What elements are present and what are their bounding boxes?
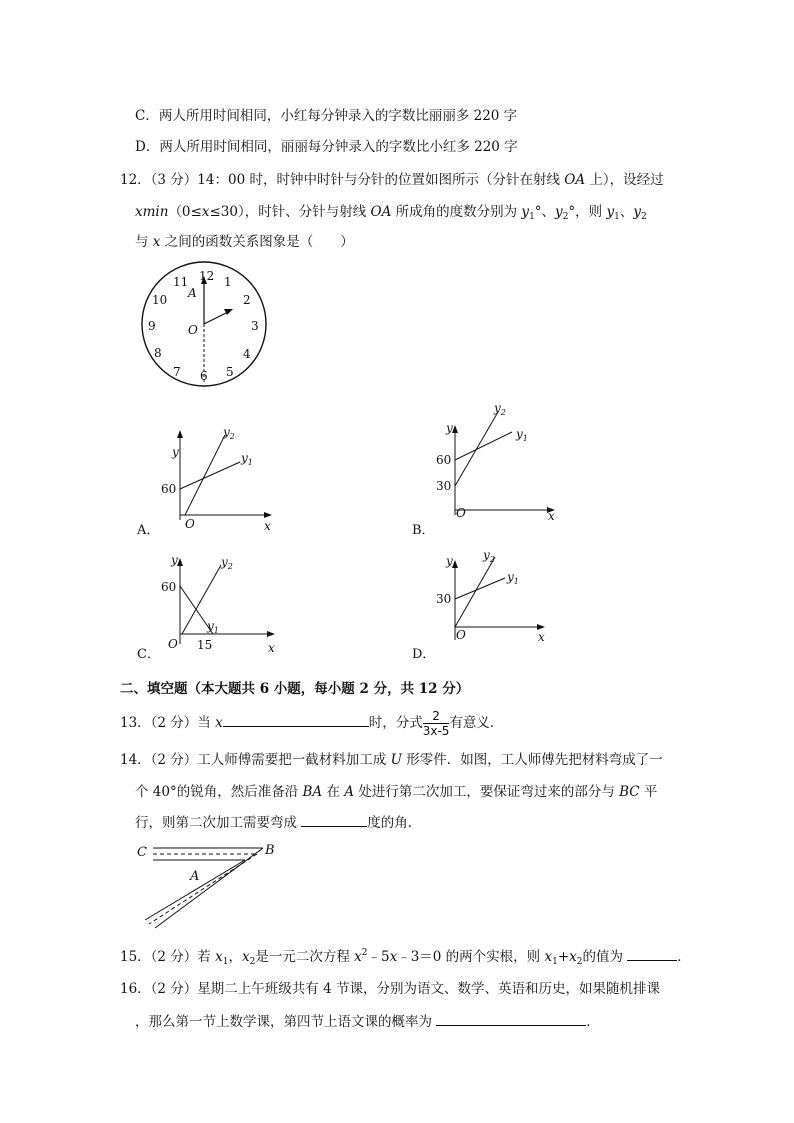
option-a-label: A． bbox=[137, 523, 160, 538]
clock-figure bbox=[140, 262, 270, 387]
q12-stem-line3: 与 x 之间的函数关系图象是（ ） bbox=[135, 234, 354, 250]
graph-d-x-label: x bbox=[538, 630, 545, 644]
option-d-label: D． bbox=[412, 647, 436, 662]
graph-option-a bbox=[155, 420, 285, 535]
graph-c-y2-label: $y_2$ bbox=[221, 555, 233, 571]
clock-num-1: 1 bbox=[224, 275, 232, 289]
graph-a-origin: O bbox=[185, 517, 195, 531]
clock-num-11: 11 bbox=[173, 275, 189, 289]
graph-a-x-label: x bbox=[264, 519, 271, 533]
q14-stem-line2: 个 40°的锐角，然后准备沿 BA 在 A 处进行第二次加工，要保证弯过来的部分与 BC 平 bbox=[135, 784, 658, 800]
q13-stem: 13．（2 分）当 x 时，分式 $\frac{2}{3x-5}$ 有意义． bbox=[120, 709, 504, 738]
graph-b-tick-60: 60 bbox=[436, 453, 452, 467]
q14-stem-line1: 14．（2 分）工人师傅需要把一截材料加工成 U 形零件．如图，工人师傅先把材料弯成了一 bbox=[120, 752, 663, 768]
clock-num-9: 9 bbox=[148, 319, 156, 333]
graph-c-tick-15: 15 bbox=[197, 638, 213, 652]
graph-d-y-label: y bbox=[446, 554, 453, 568]
option-c-label: C． bbox=[137, 647, 160, 662]
graph-option-d bbox=[430, 545, 560, 645]
clock-label-a: A bbox=[188, 286, 197, 300]
clock-num-10: 10 bbox=[152, 293, 168, 307]
graph-c-tick-60: 60 bbox=[161, 580, 177, 594]
q15-answer-blank[interactable] bbox=[627, 946, 677, 961]
graph-b-origin: O bbox=[456, 506, 466, 520]
graph-option-b bbox=[430, 400, 570, 525]
option-b-label: B． bbox=[412, 523, 435, 538]
clock-num-6: 6 bbox=[200, 369, 208, 383]
q15-stem: 15．（2 分）若 $x_1$，$x_2$是一元二次方程 $x^2﹣5x﹣3=0$ 的两个实根，则 $x_1+x_2$的值为 ． bbox=[120, 948, 691, 967]
graph-c-origin: O bbox=[168, 637, 178, 651]
bent-material-figure bbox=[135, 840, 285, 935]
graph-b-y1-label: $y_1$ bbox=[516, 427, 528, 443]
graph-option-c bbox=[155, 548, 285, 656]
q16-stem-line2: ，那么第一节上数学课，第四节上语文课的概率为 ． bbox=[135, 1010, 600, 1030]
graph-c-y1-label: $y_1$ bbox=[207, 619, 219, 635]
fig-label-c: C bbox=[137, 845, 147, 860]
clock-num-12: 12 bbox=[199, 269, 215, 283]
q16-answer-blank[interactable] bbox=[436, 1011, 586, 1026]
graph-b-x-label: x bbox=[548, 509, 555, 523]
clock-num-5: 5 bbox=[226, 365, 234, 379]
graph-d-tick-30: 30 bbox=[436, 592, 452, 606]
q13-answer-blank[interactable] bbox=[223, 712, 369, 727]
graph-d-origin: O bbox=[456, 628, 466, 642]
clock-num-3: 3 bbox=[251, 319, 259, 333]
graph-a-y2-label: $y_2$ bbox=[223, 425, 235, 441]
clock-num-2: 2 bbox=[243, 293, 251, 307]
clock-num-4: 4 bbox=[243, 347, 251, 361]
graph-c-y-label: y bbox=[171, 553, 178, 567]
q14-answer-blank[interactable] bbox=[301, 812, 367, 827]
graph-b-y2-label: $y_2$ bbox=[494, 401, 506, 417]
graph-b-tick-30: 30 bbox=[436, 479, 452, 493]
graph-b-y-label: y bbox=[446, 421, 453, 435]
graph-d-y2-label: $y_2$ bbox=[483, 548, 495, 564]
section-2-heading: 二、填空题（本大题共 6 小题，每小题 2 分，共 12 分） bbox=[120, 681, 470, 697]
q11-option-d: D．两人所用时间相同，丽丽每分钟录入的字数比小红多 220 字 bbox=[135, 139, 518, 155]
graph-d-y1-label: $y_1$ bbox=[507, 570, 519, 586]
graph-c-x-label: x bbox=[268, 641, 275, 655]
graph-a-y1-label: $y_1$ bbox=[241, 451, 253, 467]
q16-stem-line1: 16．（2 分）星期二上午班级共有 4 节课，分别为语文、数学、英语和历史，如果随机排课 bbox=[120, 981, 660, 997]
fig-label-a: A bbox=[190, 869, 200, 884]
graph-a-y-label: y bbox=[172, 445, 179, 459]
q11-option-c: C．两人所用时间相同，小红每分钟录入的字数比丽丽多 220 字 bbox=[135, 108, 518, 124]
q12-stem-line1: 12．（3 分）14：00 时，时钟中时针与分针的位置如图所示（分针在射线 OA 上），设经过 bbox=[120, 172, 664, 188]
q13-fraction: $\frac{2}{3x-5}$ bbox=[422, 709, 450, 738]
clock-num-8: 8 bbox=[154, 346, 162, 360]
fig-label-b: B bbox=[265, 843, 275, 858]
clock-label-o: O bbox=[188, 323, 198, 337]
q14-stem-line3: 行，则第二次加工需要弯成 度的角． bbox=[135, 811, 421, 831]
graph-a-tick-60: 60 bbox=[161, 482, 177, 496]
clock-num-7: 7 bbox=[173, 365, 181, 379]
q12-stem-line2: xmin（0≤x≤30），时针、分针与射线 OA 所成角的度数分别为 $y_1^\circ$、$y_2^\circ$，则 $y_1$、$y_2$ bbox=[135, 204, 647, 222]
